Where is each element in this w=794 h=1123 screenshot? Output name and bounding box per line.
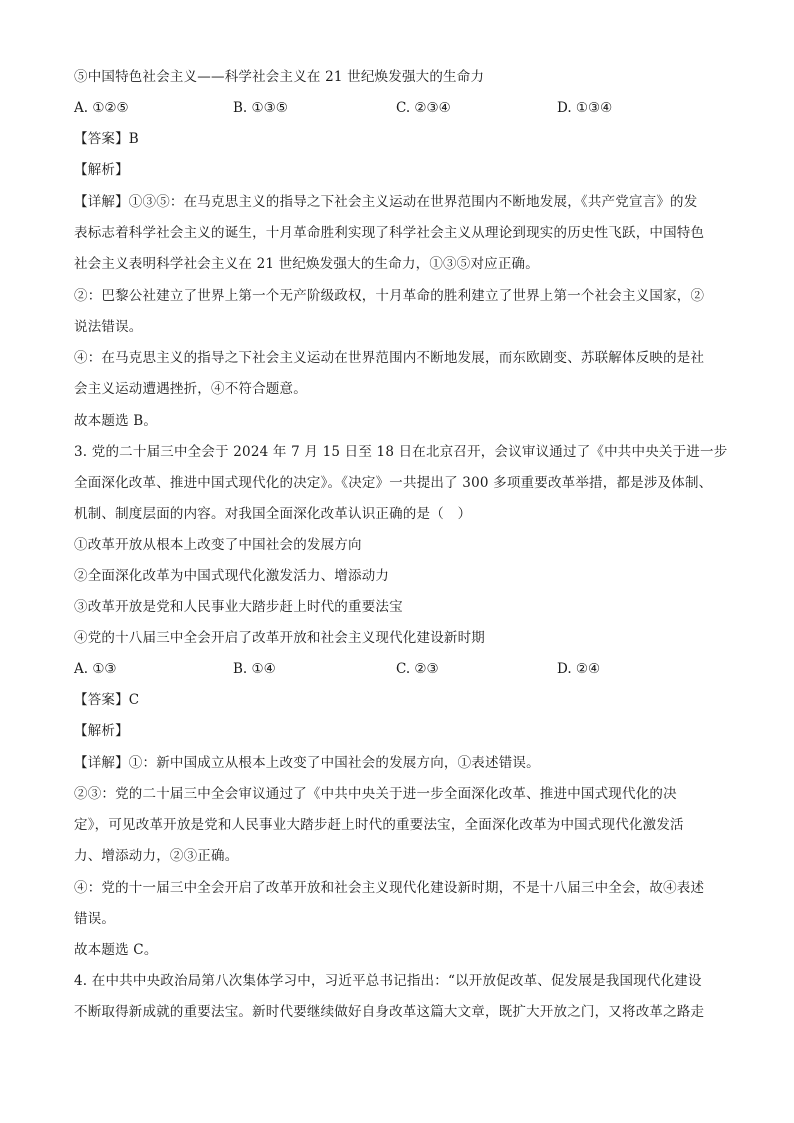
- q3-statement-2: ②全面深化改革为中国式现代化激发活力、增添动力: [74, 568, 390, 584]
- q2-option-b: B. ①③⑤: [233, 100, 288, 116]
- q3-detail-line: 定》，可见改革开放是党和人民事业大踏步赶上时代的重要法宝，全面深化改革为中国式现代化激发活: [74, 817, 684, 833]
- q3-detail-line: 【详解】①：新中国成立从根本上改变了中国社会的发展方向，①表述错误。: [74, 755, 540, 771]
- q2-option-a: A. ①②⑤: [74, 100, 129, 116]
- q2-detail-line: ②：巴黎公社建立了世界上第一个无产阶级政权，十月革命的胜利建立了世界上第一个社会主义国家，②: [74, 288, 705, 304]
- q3-detail-line: ②③：党的二十届三中全会审议通过了《中共中央关于进一步全面深化改革、推进中国式现代化的决: [74, 786, 677, 802]
- q2-detail-line: 说法错误。: [74, 319, 143, 335]
- q3-option-b: B. ①④: [233, 661, 276, 677]
- q3-detail-line: 错误。: [74, 911, 116, 927]
- q3-option-d: D. ②④: [557, 661, 601, 677]
- q3-stem-line: 3. 党的二十届三中全会于 2024 年 7 月 15 日至 18 日在北京召开，会议审议通过了《中共中央关于进一步: [74, 444, 728, 460]
- q4-stem-line: 不断取得新成就的重要法宝。新时代要继续做好自身改革这篇大文章，既扩大开放之门，又将改革之路走: [74, 1004, 705, 1020]
- q3-detail-line: 力、增添动力，②③正确。: [74, 848, 239, 864]
- q3-detail-line: ④：党的十一届三中全会开启了改革开放和社会主义现代化建设新时期，不是十八届三中全会，故④表述: [74, 880, 705, 896]
- q2-detail-line: 会主义运动遭遇挫折，④不符合题意。: [74, 381, 307, 397]
- q3-answer: 【答案】C: [74, 692, 140, 708]
- q2-analysis-label: 【解析】: [74, 162, 129, 178]
- q3-conclusion: 故本题选 C。: [74, 942, 158, 958]
- q2-option-d: D. ①③④: [557, 100, 613, 116]
- q3-statement-3: ③改革开放是党和人民事业大踏步赶上时代的重要法宝: [74, 599, 403, 615]
- q4-stem-line: 4. 在中共中央政治局第八次集体学习中，习近平总书记指出：“以开放促改革、促发展是我国现代化建设: [74, 973, 702, 989]
- q3-stem-line: 全面深化改革、推进中国式现代化的决定》。《决定》一共提出了 300 多项重要改革举措，都是涉及体制、: [74, 475, 713, 491]
- q3-statement-4: ④党的十八届三中全会开启了改革开放和社会主义现代化建设新时期: [74, 630, 485, 646]
- q2-detail-line: 【详解】①③⑤：在马克思主义的指导之下社会主义运动在世界范围内不断地发展，《共产党宣言》的发: [74, 194, 698, 210]
- q3-option-c: C. ②③: [396, 661, 439, 677]
- q2-conclusion: 故本题选 B。: [74, 413, 158, 429]
- q2-detail-line: ④：在马克思主义的指导之下社会主义运动在世界范围内不断地发展，而东欧剧变、苏联解体反映的是社: [74, 350, 705, 366]
- q2-option-c: C. ②③④: [396, 100, 451, 116]
- q3-analysis-label: 【解析】: [74, 723, 129, 739]
- q3-option-a: A. ①③: [74, 661, 117, 677]
- q2-detail-line: 社会主义表明科学社会主义在 21 世纪焕发强大的生命力，①③⑤对应正确。: [74, 256, 539, 272]
- q3-stem-line: 机制、制度层面的内容。对我国全面深化改革认识正确的是（ ）: [74, 506, 472, 522]
- q2-answer: 【答案】B: [74, 131, 139, 147]
- q3-statement-1: ①改革开放从根本上改变了中国社会的发展方向: [74, 537, 362, 553]
- q2-statement-5: ⑤中国特色社会主义——科学社会主义在 21 世纪焕发强大的生命力: [74, 69, 485, 85]
- q2-detail-line: 表标志着科学社会主义的诞生，十月革命胜利实现了科学社会主义从理论到现实的历史性飞跃，中国特色: [74, 225, 705, 241]
